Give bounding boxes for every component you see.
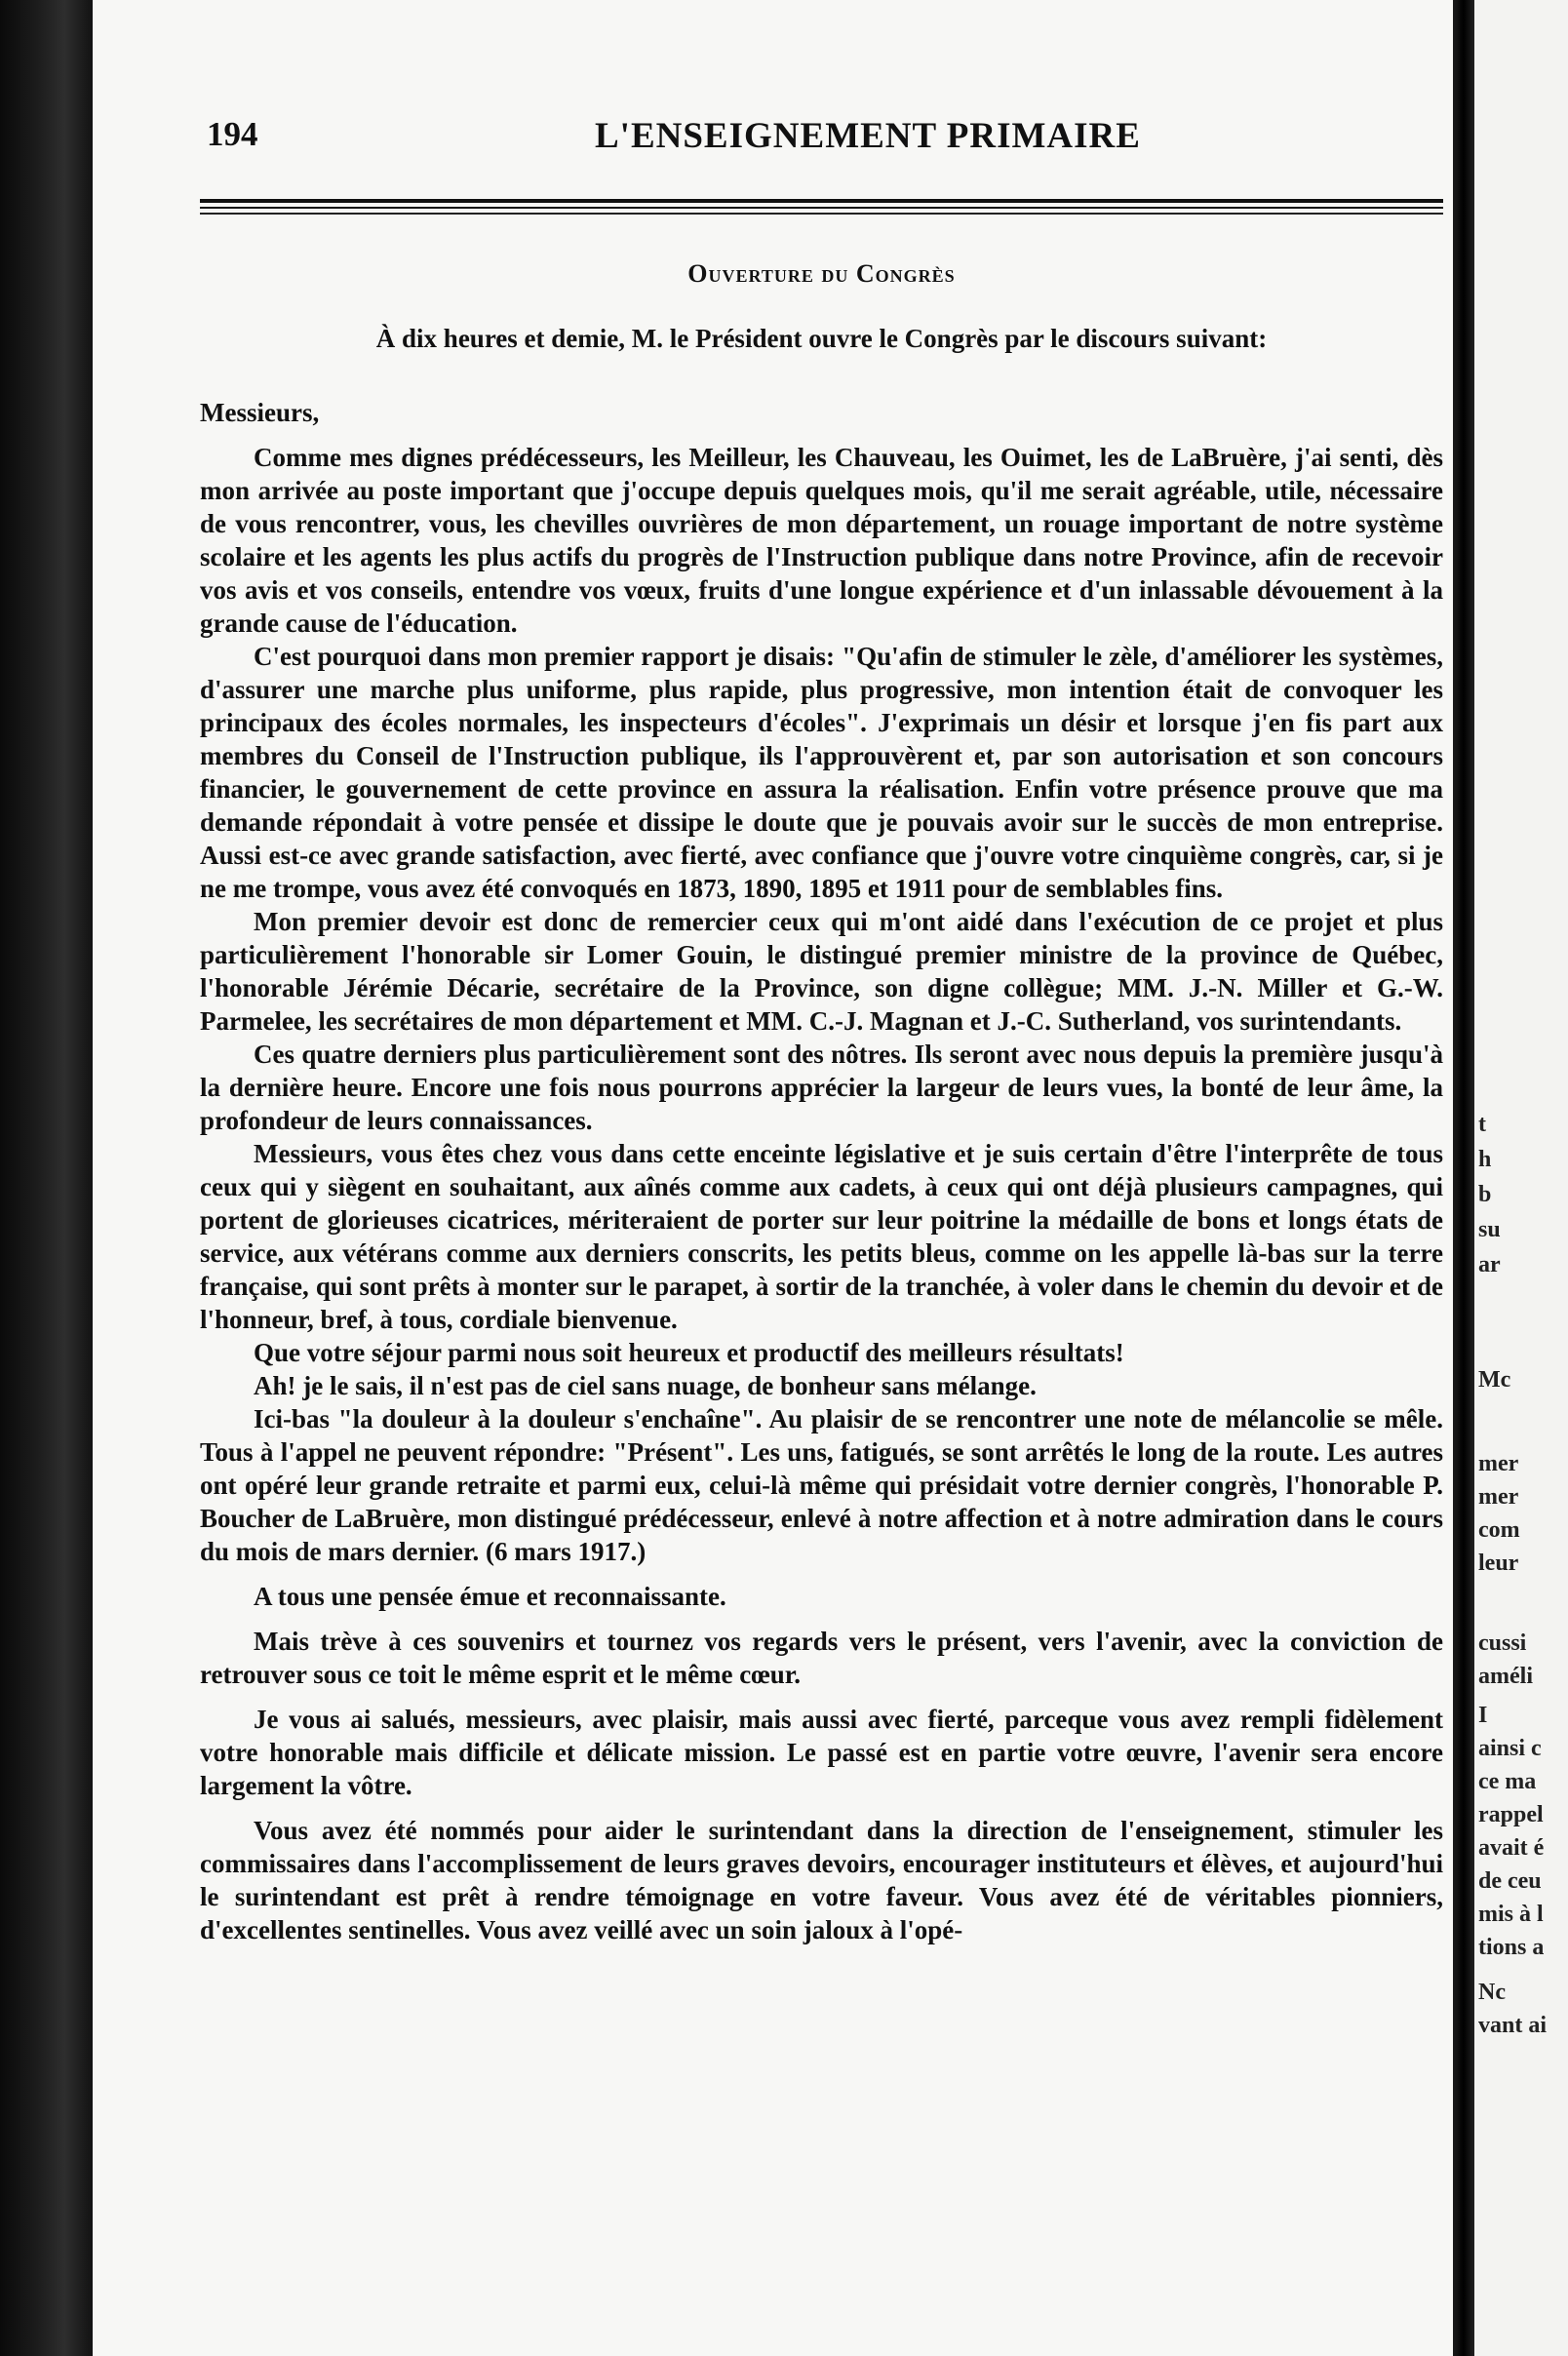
facing-fragment: mer bbox=[1478, 1451, 1519, 1476]
speech-body bbox=[200, 441, 1443, 1946]
paragraph: Comme mes dignes prédécesseurs, les Meilleur, les Chauveau, les Ouimet, les de LaBruère, j'ai senti, dès mon arrivée au poste important que j'occupe depuis quelques mois, qu'il me serait agréable, utile, nécessaire de vous rencontrer, vous, les chevilles ouvrières de mon département, un rouage important de notre système scolaire et les agents les plus actifs du progrès de l'Instruction publique dans notre Province, afin de recevoir vos avis et vos conseils, entendre vos vœux, fruits d'une longue expérience et d'un inlassable dévouement à la grande cause de l'éducation. bbox=[200, 443, 1443, 638]
facing-fragment: b bbox=[1478, 1182, 1492, 1207]
facing-fragment: com bbox=[1478, 1517, 1520, 1543]
facing-fragment: Mc bbox=[1478, 1367, 1511, 1393]
paragraph: Ah! je le sais, il n'est pas de ciel sans nuage, de bonheur sans mélange. bbox=[254, 1371, 1037, 1400]
paragraph: Mon premier devoir est donc de remercier ceux qui m'ont aidé dans l'exécution de ce projet et plus particulièrement l'honorable sir Lomer Gouin, le distingué premier ministre de la province de Québec, l'honorable Jérémie Décarie, secrétaire de la Province, son digne collègue; MM. J.-N. Miller et G.-W. Parmelee, les secrétaires de mon département et MM. C.-J. Magnan et J.-C. Sutherland, vos surintendants. bbox=[200, 907, 1443, 1036]
header-rule-thin-lower bbox=[200, 213, 1443, 215]
paragraph: Que votre séjour parmi nous soit heureux et productif des meilleurs résultats! bbox=[254, 1338, 1124, 1367]
facing-fragment: t bbox=[1478, 1112, 1486, 1137]
book-gutter bbox=[1453, 0, 1474, 2356]
section-title: Ouverture du Congrès bbox=[687, 259, 956, 288]
facing-fragment: rappel bbox=[1478, 1802, 1544, 1827]
facing-fragment: leur bbox=[1478, 1551, 1519, 1576]
page-number: 194 bbox=[207, 115, 258, 153]
paragraph: Je vous ai salués, messieurs, avec plaisir, mais aussi avec fierté, parceque vous avez rempli fidèlement votre honorable mais difficile et délicate mission. Le passé est en partie votre œuvre, l'avenir sera encore largement la vôtre. bbox=[200, 1705, 1443, 1800]
paragraph: Mais trève à ces souvenirs et tournez vos regards vers le présent, vers l'avenir, avec la conviction de retrouver sous ce toit le même esprit et le même cœur. bbox=[200, 1627, 1443, 1689]
paragraph: Ces quatre derniers plus particulièrement sont des nôtres. Ils seront avec nous depuis la première jusqu'à la dernière heure. Encore une fois nous pourrons apprécier la largeur de leurs vues, la bonté de leur âme, la profondeur de leurs connaissances. bbox=[200, 1040, 1443, 1135]
header-rule-thick bbox=[200, 199, 1443, 203]
facing-fragment: ce ma bbox=[1478, 1769, 1537, 1794]
facing-fragment: su bbox=[1478, 1217, 1501, 1242]
facing-fragment: h bbox=[1478, 1147, 1492, 1172]
facing-fragment: avait é bbox=[1478, 1835, 1545, 1861]
facing-fragment: Nc bbox=[1478, 1980, 1506, 2005]
facing-fragment: mer bbox=[1478, 1484, 1519, 1510]
paragraph: A tous une pensée émue et reconnaissante. bbox=[254, 1582, 726, 1611]
paragraph: Ici-bas "la douleur à la douleur s'enchaîne". Au plaisir de se rencontrer une note de mélancolie se mêle. Tous à l'appel ne peuvent répondre: "Présent". Les uns, fatigués, se sont arrêtés le long de la route. Les autres ont opéré leur grande retraite et parmi eux, celui-là même qui présidait votre dernier congrès, l'honorable P. Boucher de LaBruère, mon distingué prédécesseur, enlevé à notre affection et à notre admiration dans le cours du mois de mars dernier. (6 mars 1917.) bbox=[200, 1404, 1443, 1566]
facing-fragment: ar bbox=[1478, 1252, 1501, 1277]
paragraph: Messieurs, vous êtes chez vous dans cette enceinte législative et je suis certain d'être l'interprête de tous ceux qui y siègent en souhaitant, aux aînés comme aux cadets, à ceux qui ont déjà plusieurs campagnes, qui portent de glorieuses cicatrices, mériteraient de porter sur leur poitrine la médaille de bons et longs états de service, aux vétérans comme aux derniers conscrits, les petits bleus, comme on les appelle là-bas sur la terre française, qui sont prêts à monter sur le parapet, à sortir de la tranchée, à voler dans le chemin du devoir et de l'honneur, bref, à tous, cordiale bienvenue. bbox=[200, 1139, 1443, 1334]
facing-page-edge bbox=[1474, 0, 1568, 2356]
header-rule-thin bbox=[200, 207, 1443, 209]
intro-line: À dix heures et demie, M. le Président ouvre le Congrès par le discours suivant: bbox=[375, 324, 1268, 353]
facing-fragment: mis à l bbox=[1478, 1902, 1544, 1927]
facing-fragment: tions a bbox=[1478, 1935, 1545, 1960]
running-title: L'ENSEIGNEMENT PRIMAIRE bbox=[595, 116, 1141, 156]
paragraph: C'est pourquoi dans mon premier rapport je disais: "Qu'afin de stimuler le zèle, d'améliorer les systèmes, d'assurer une marche plus uniforme, plus rapide, plus progressive, mon intention était de convoquer les principaux des écoles normales, les inspecteurs d'écoles". J'exprimais un désir et lorsque j'en fis part aux membres du Conseil de l'Instruction publique, ils l'approuvèrent et, par son autorisation et son concours financier, le gouvernement de cette province en assura la réalisation. Enfin votre présence prouve que ma demande répondait à votre pensée et dissipe le doute que je pouvais avoir sur le succès de mon entreprise. Aussi est-ce avec grande satisfaction, avec fierté, avec confiance que j'ouvre votre cinquième congrès, car, si je ne me trompe, vous avez été convoqués en 1873, 1890, 1895 et 1911 pour de semblables fins. bbox=[200, 642, 1443, 903]
paragraph: Vous avez été nommés pour aider le surintendant dans la direction de l'enseignement, stimuler les commissaires dans l'accomplissement de leurs graves devoirs, encourager instituteurs et élèves, et aujourd'hui le surintendant est prêt à rendre témoignage en votre faveur. Vous avez été de véritables pionniers, d'excellentes sentinelles. Vous avez veillé avec un soin jaloux à l'opé- bbox=[200, 1816, 1443, 1944]
facing-fragment: ainsi c bbox=[1478, 1736, 1542, 1761]
scan-left-margin bbox=[0, 0, 93, 2356]
facing-fragment: améli bbox=[1478, 1664, 1533, 1689]
facing-fragment: cussi bbox=[1478, 1630, 1527, 1656]
salutation: Messieurs, bbox=[200, 398, 320, 427]
facing-fragment: vant ai bbox=[1478, 2013, 1548, 2038]
facing-fragment: I bbox=[1478, 1703, 1488, 1728]
facing-fragment: de ceu bbox=[1478, 1868, 1542, 1894]
